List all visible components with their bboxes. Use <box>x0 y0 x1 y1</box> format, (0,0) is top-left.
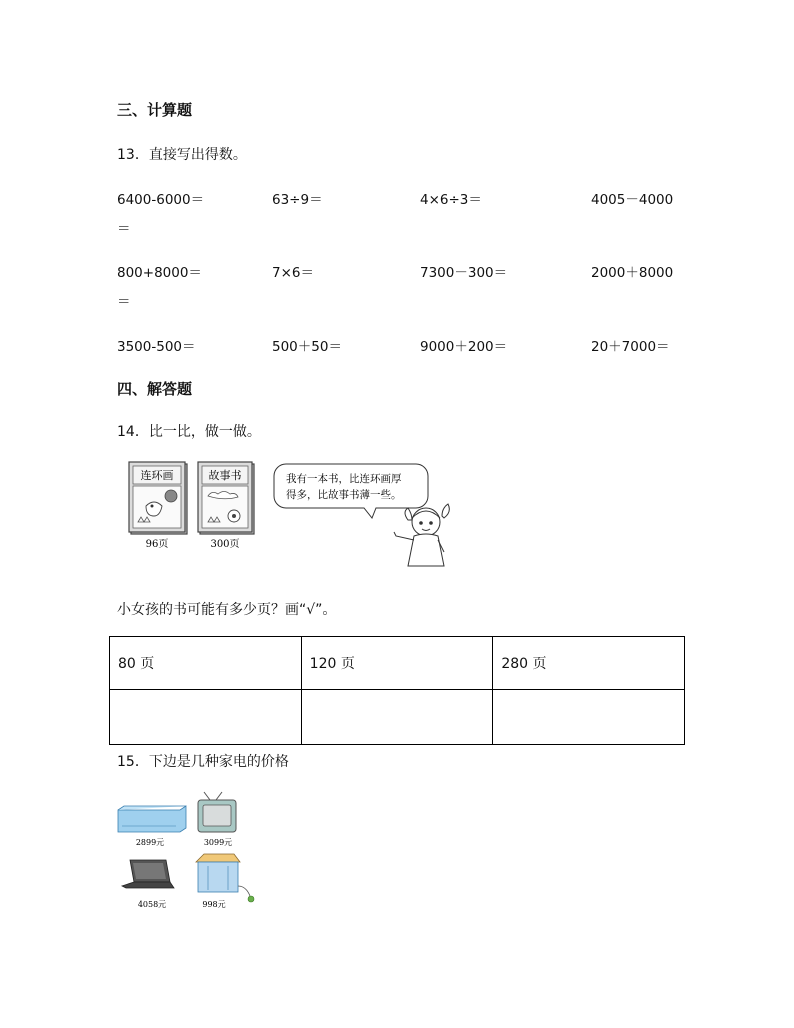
answer-cell-80[interactable] <box>110 690 302 745</box>
question-14-prompt: 14．比一比，做一做。 <box>117 424 261 440</box>
air-conditioner-image <box>118 806 186 832</box>
calc-item: 4×6÷3＝ <box>420 192 482 208</box>
answer-cell-280[interactable] <box>493 690 685 745</box>
comic-book-pages: 96页 <box>145 539 169 550</box>
appliance-cooker-image <box>196 854 254 902</box>
calc-item: 7300－300＝ <box>420 265 508 281</box>
option-280-pages: 280 页 <box>493 637 685 690</box>
calc-item: 2000＋8000 <box>591 265 674 281</box>
books-and-girl-illustration-svg <box>126 460 456 572</box>
calc-item: 3500-500＝ <box>117 339 196 355</box>
story-book-pages: 300页 <box>210 539 240 550</box>
calc-item: 7×6＝ <box>272 265 314 281</box>
calc-item: 6400-6000＝ <box>117 192 205 208</box>
tv-image <box>198 792 236 832</box>
calc-item: 63÷9＝ <box>272 192 323 208</box>
appliances-illustration-svg <box>112 790 262 912</box>
calc-item: 4005－4000 <box>591 192 674 208</box>
girl-illustration <box>394 504 449 566</box>
laptop-price: 4058元 <box>137 900 167 909</box>
appliances-illustration <box>112 790 262 912</box>
calc-item: 500＋50＝ <box>272 339 342 355</box>
calc-item: 20＋7000＝ <box>591 339 670 355</box>
air-conditioner-price: 2899元 <box>135 838 165 847</box>
option-80-pages: 80 页 <box>110 637 302 690</box>
cooker-price: 998元 <box>202 900 226 909</box>
option-120-pages: 120 页 <box>301 637 493 690</box>
story-book-title: 故事书 <box>208 469 242 482</box>
calc-wrap-equals: ＝ <box>117 221 131 237</box>
calc-wrap-equals: ＝ <box>117 294 131 310</box>
section-title-solutions: 四、解答题 <box>117 380 193 398</box>
answer-table <box>109 636 685 745</box>
question-15-prompt: 15．下边是几种家电的价格 <box>117 754 289 770</box>
calc-item: 9000＋200＝ <box>420 339 508 355</box>
calc-item: 800+8000＝ <box>117 265 202 281</box>
speech-line-1: 我有一本书，比连环画厚 <box>286 473 402 485</box>
answer-cell-120[interactable] <box>301 690 493 745</box>
laptop-image <box>122 860 174 888</box>
books-and-girl-illustration <box>126 460 456 572</box>
comic-book-title: 连环画 <box>140 469 174 482</box>
question-13-prompt: 13．直接写出得数。 <box>117 147 247 163</box>
question-14-instruction: 小女孩的书可能有多少页？画“√”。 <box>117 602 337 618</box>
speech-line-2: 得多，比故事书薄一些。 <box>286 489 402 501</box>
section-title-calculation: 三、计算题 <box>117 101 193 119</box>
tv-price: 3099元 <box>203 838 233 847</box>
